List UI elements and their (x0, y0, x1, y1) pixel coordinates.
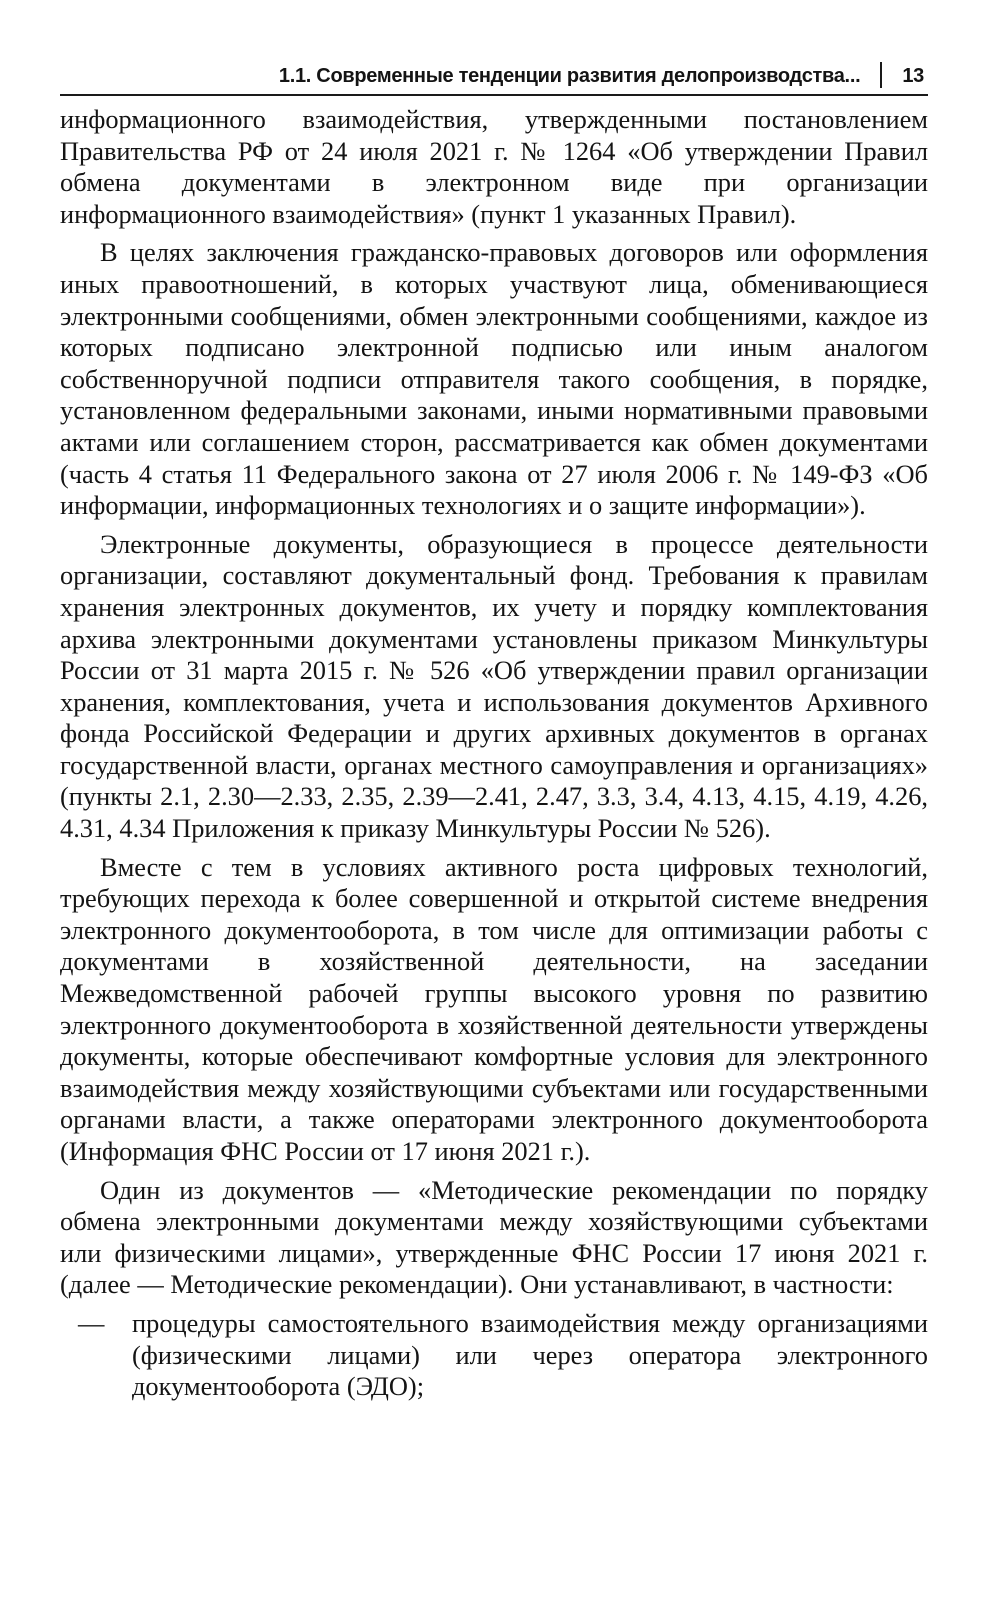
book-page (60, 54, 928, 1403)
paragraph: Электронные документы, образующиеся в процессе деятельности организации, составляют документальный фонд. Требования к правилам хранения электронных документов, их учету и порядку комплектования архива электронными документами установлены приказом Минкультуры России от 31 марта 2015 г. № 526 «Об утверждении правил организации хранения, комплектования, учета и использования документов Архивного фонда Российской Федерации и других архивных документов в органах государственной власти, органах местного самоуправления и организациях» (пункты 2.1, 2.30—2.33, 2.35, 2.39—2.41, 2.47, 3.3, 3.4, 4.13, 4.15, 4.19, 4.26, 4.31, 4.34 Приложения к приказу Минкультуры России № 526). (60, 528, 928, 844)
paragraph-continuation: информационного взаимодействия, утвержденными постановлением Правительства РФ от 24 июля 2021 г. № 1264 «Об утверждении Правил обмена документами в электронном виде при организации информационного взаимодействия» (пункт 1 указанных Правил). (60, 104, 928, 229)
list-item (60, 1308, 928, 1403)
body-text (60, 104, 928, 1403)
header-separator (880, 62, 882, 88)
running-header-title: 1.1. Современные тенденции развития делопроизводства... (278, 65, 861, 87)
paragraph: Один из документов — «Методические рекомендации по порядку обмена электронными документами между хозяйствующими субъектами или физическими лицами», утвержденные ФНС России 17 июня 2021 г. (далее — Методические рекомендации). Они устанавливают, в частности: (60, 1174, 928, 1300)
page-number: 13 (902, 65, 924, 87)
paragraph: Вместе с тем в условиях активного роста цифровых технологий, требующих перехода к более совершенной и открытой системе внедрения электронного документооборота, в том числе для оптимизации работы с документами в хозяйственной деятельности, на заседании Межведомственной рабочей группы высокого уровня по развитию электронного документооборота в хозяйственной деятельности утверждены документы, которые обеспечивают комфортные условия для электронного взаимодействия между хозяйствующими субъектами или государственными органами власти, а также операторами электронного документооборота (Информация ФНС России от 17 июня 2021 г.). (60, 851, 928, 1166)
list-item-text: процедуры самостоятельного взаимодействия между организациями (физическими лицами) или через оператора электронного документооборота (ЭДО); (132, 1307, 928, 1402)
list-item-dash: — (78, 1307, 105, 1338)
paragraph: В целях заключения гражданско-правовых договоров или оформления иных правоотношений, в которых участвуют лица, обменивающиеся электронными сообщениями, обмен электронными сообщениями, каждое из которых подписано электронной подписью или иным аналогом собственноручной подписи отправителя такого сообщения, в порядке, установленном федеральными законами, иными нормативными правовыми актами или соглашением сторон, рассматривается как обмен документами (часть 4 статья 11 Федерального закона от 27 июля 2006 г. № 149-ФЗ «Об информации, информационных технологиях и о защите информации»). (60, 237, 928, 521)
running-header (60, 54, 928, 96)
